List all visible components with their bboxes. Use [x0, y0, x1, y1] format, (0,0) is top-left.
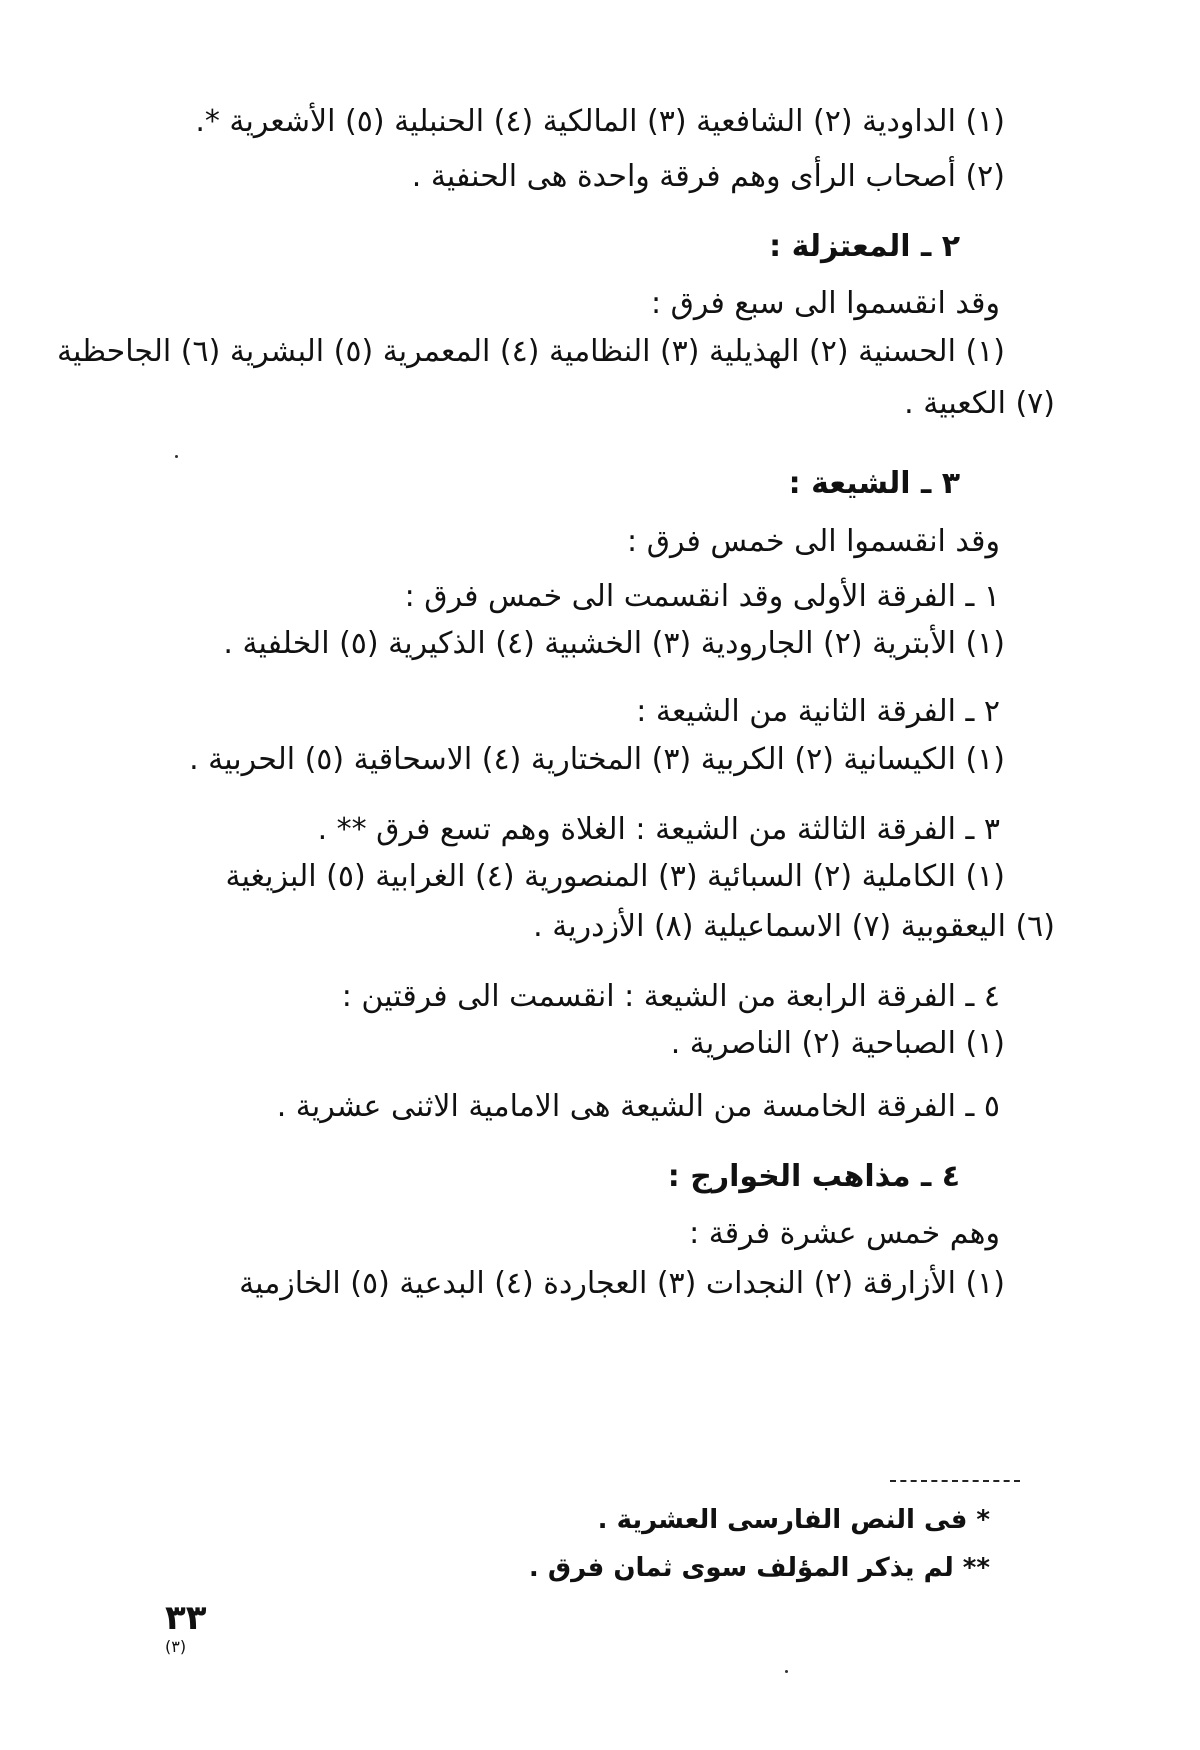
- scan-speck: [785, 1670, 788, 1673]
- text-line: وقد انقسموا الى خمس فرق :: [627, 524, 1000, 559]
- text-line: (١) الأبترية (٢) الجارودية (٣) الخشبية (٤) الذكيرية (٥) الخلفية .: [223, 626, 1005, 661]
- page-number: ٣٣: [165, 1598, 207, 1638]
- text-line: ١ ـ الفرقة الأولى وقد انقسمت الى خمس فرق :: [404, 579, 1000, 614]
- text-line: (٦) اليعقوبية (٧) الاسماعيلية (٨) الأزدرية .: [533, 909, 1055, 944]
- text-line: ٣ ـ الفرقة الثالثة من الشيعة : الغلاة وهم تسع فرق ** .: [317, 812, 1000, 847]
- text-line: (١) الصباحية (٢) الناصرية .: [670, 1026, 1005, 1061]
- text-line: (٧) الكعبية .: [904, 386, 1055, 421]
- text-line: ٥ ـ الفرقة الخامسة من الشيعة هى الامامية الاثنى عشرية .: [276, 1089, 1000, 1124]
- text-line: ٢ ـ الفرقة الثانية من الشيعة :: [636, 694, 1000, 729]
- section-heading: ٤ ـ مذاهب الخوارج :: [667, 1159, 960, 1194]
- text-line: ٤ ـ الفرقة الرابعة من الشيعة : انقسمت الى فرقتين :: [341, 979, 1000, 1014]
- scan-speck: [175, 455, 178, 458]
- footnote-separator: [890, 1480, 1020, 1482]
- section-heading: ٣ ـ الشيعة :: [788, 466, 960, 501]
- text-line: (١) الكاملية (٢) السبائية (٣) المنصورية (٤) الغرابية (٥) البزيغية: [225, 859, 1005, 894]
- footnote: ** لم يذكر المؤلف سوى ثمان فرق .: [528, 1553, 990, 1583]
- text-line: (٢) أصحاب الرأى وهم فرقة واحدة هى الحنفية .: [411, 159, 1005, 194]
- footnote: * فى النص الفارسى العشرية .: [597, 1505, 990, 1535]
- text-line: (١) الحسنية (٢) الهذيلية (٣) النظامية (٤) المعمرية (٥) البشرية (٦) الجاحظية: [56, 334, 1005, 369]
- text-line: وقد انقسموا الى سبع فرق :: [651, 286, 1000, 321]
- section-heading: ٢ ـ المعتزلة :: [769, 229, 960, 264]
- sheet-number: (٣): [165, 1637, 187, 1656]
- text-line: (١) الكيسانية (٢) الكربية (٣) المختارية (٤) الاسحاقية (٥) الحربية .: [189, 742, 1005, 777]
- text-line: (١) الداودية (٢) الشافعية (٣) المالكية (٤) الحنبلية (٥) الأشعرية *.: [195, 104, 1005, 139]
- text-line: (١) الأزارقة (٢) النجدات (٣) العجاردة (٤) البدعية (٥) الخازمية: [239, 1266, 1005, 1301]
- text-line: وهم خمس عشرة فرقة :: [689, 1216, 1000, 1251]
